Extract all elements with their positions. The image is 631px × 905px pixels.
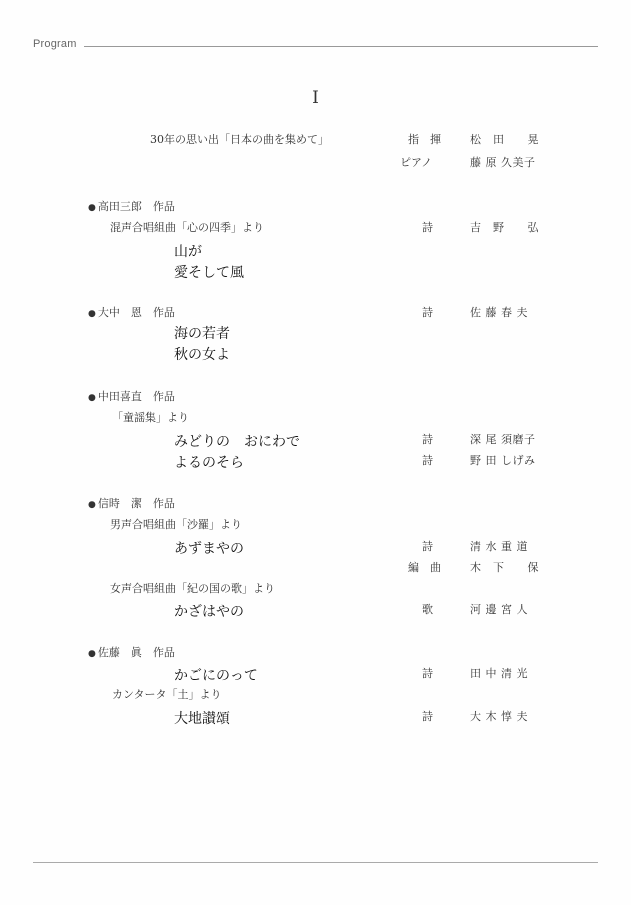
suite-subtitle: 女声合唱組曲「紀の国の歌」より	[110, 582, 275, 595]
credit-name: 田 中 清 光	[470, 667, 528, 680]
composer-heading	[88, 388, 175, 404]
credit-role: 詩	[422, 710, 433, 723]
credit-role: 詩	[422, 221, 433, 234]
opening-title: 30年の思い出「日本の曲を集めて」	[150, 133, 329, 146]
bullet-icon: ●	[88, 649, 96, 659]
song-title: 山が	[174, 244, 202, 260]
credit-role: 詩	[422, 540, 433, 553]
composer-name: 高田三郎 作品	[97, 200, 175, 213]
credit-name: 吉 野 弘	[470, 221, 539, 234]
song-title: あずまやの	[174, 541, 244, 557]
song-title: 海の若者	[174, 326, 230, 342]
composer-heading	[88, 304, 175, 320]
footer-rule	[33, 862, 598, 863]
credit-role: 詩	[422, 433, 433, 446]
credit-name: 河 邊 宮 人	[470, 603, 528, 616]
credit-name: 佐 藤 春 夫	[470, 306, 528, 319]
suite-subtitle: 「童謡集」より	[112, 411, 189, 424]
header-rule	[84, 46, 598, 47]
composer-heading	[88, 495, 175, 511]
composer-name: 信時 潔 作品	[97, 497, 175, 510]
song-title: 秋の女よ	[174, 347, 230, 363]
credit-name: 大 木 惇 夫	[470, 710, 528, 723]
suite-subtitle: 男声合唱組曲「沙羅」より	[110, 518, 242, 531]
conductor-role: 指 揮	[408, 133, 441, 146]
credit-name: 深 尾 須磨子	[470, 433, 536, 446]
composer-name: 大中 恩 作品	[97, 306, 175, 319]
pianist-role: ピアノ	[400, 156, 433, 169]
song-title: かごにのって	[174, 668, 258, 684]
song-title: かざはやの	[174, 604, 244, 620]
bullet-icon: ●	[88, 203, 96, 213]
credit-role: 詩	[422, 306, 433, 319]
song-title: 愛そして風	[174, 265, 244, 281]
song-title: 大地讃頌	[174, 711, 230, 727]
conductor-name: 松 田 晃	[470, 133, 539, 146]
arranger-name: 木 下 保	[470, 561, 539, 574]
composer-name: 佐藤 眞 作品	[97, 646, 175, 659]
arranger-role: 編 曲	[408, 561, 441, 574]
bullet-icon: ●	[88, 500, 96, 510]
section-numeral: I	[312, 88, 319, 108]
composer-name: 中田喜直 作品	[97, 390, 175, 403]
credit-role: 歌	[422, 603, 433, 616]
credit-role: 詩	[422, 667, 433, 680]
pianist-name: 藤 原 久美子	[470, 156, 536, 169]
suite-subtitle: 混声合唱組曲「心の四季」より	[110, 221, 264, 234]
credit-name: 野 田 しげみ	[470, 454, 536, 467]
suite-subtitle: カンタータ「土」より	[112, 688, 222, 701]
credit-name: 清 水 重 道	[470, 540, 528, 553]
composer-heading	[88, 644, 175, 660]
header-label: Program	[33, 38, 77, 50]
song-title: よるのそら	[174, 455, 244, 471]
composer-heading	[88, 198, 175, 214]
song-title: みどりの おにわで	[174, 434, 300, 450]
credit-role: 詩	[422, 454, 433, 467]
bullet-icon: ●	[88, 393, 96, 403]
bullet-icon: ●	[88, 309, 96, 319]
